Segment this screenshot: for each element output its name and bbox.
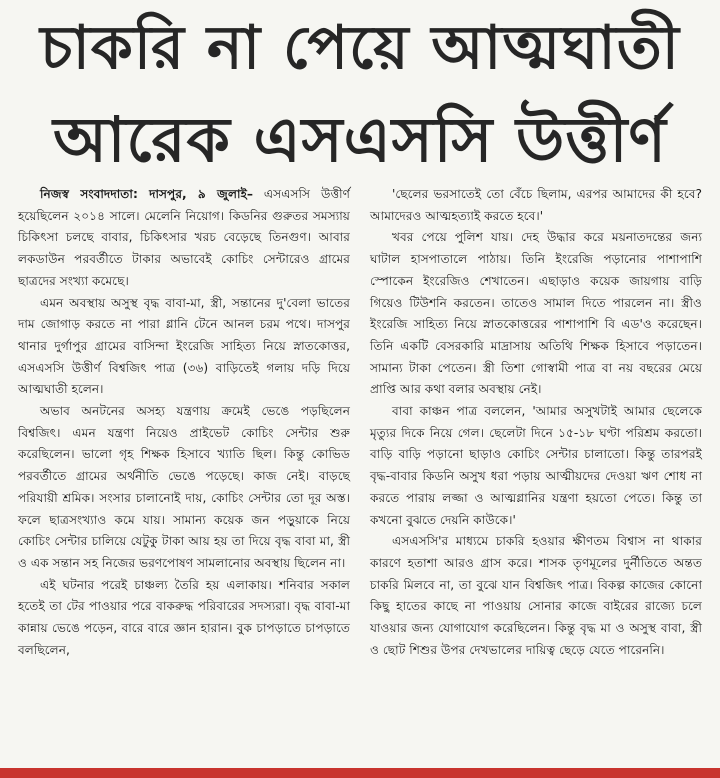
article-paragraph: এসএসসি'র মাধ্যমে চাকরি হওয়ার ক্ষীণতম বিশ্বাস না থাকার কারণে হতাশা আরও গ্রাস করে। শাসক তৃণমূলের দুর্নীতিতে অন্তত চাকরি মিলবে না, তা বুঝে যান বিশ্বজিৎ পাত্র। বিকল্প কাজের কোনো কিছু হাতের কাছে না পাওয়ায় সোনার কাজে বাইরের রাজ্যে চলে যাওয়ার জন্য যোগাযোগ করেছিলেন। কিন্তু বৃদ্ধ মা ও অসুস্থ বাবা, স্ত্রী ও ছোট শিশুর উপর দেখভালের দায়িত্ব ছেড়ে যেতে পারেননি। bbox=[370, 534, 702, 657]
article-paragraph: এমন অবস্থায় অসুস্থ বৃদ্ধ বাবা-মা, স্ত্রী, সন্তানের দু'বেলা ভাতের দাম জোগাড় করতে না পারা গ্লানি টেনে আনল চরম পথে। দাসপুর থানার দুর্গাপুর গ্রামের বাসিন্দা ইংরেজি সাহিত্য নিয়ে স্নাতকোত্তর, এসএসসি উত্তীর্ণ বিশ্বজিৎ পাত্র (৩৬) বাড়িতেই গলায় দড়ি দিয়ে আত্মঘাতী হলেন। bbox=[18, 295, 350, 397]
article-paragraph: এসএসসি উত্তীর্ণ হয়েছিলেন ২০১৪ সালে। মেলেনি নিয়োগ। কিডনির গুরুতর সমস্যায় চিকিৎসা চলছে বাবার, চিকিৎসার খরচ বেড়েছে তিনগুণ। আবার লকডাউন পরবর্তীতে টাকার অভাবেই কোচিং সেন্টারেও গ্রামের ছাত্রদের সংখ্যা কমেছে। bbox=[18, 187, 351, 288]
article-column-left bbox=[18, 184, 350, 661]
bottom-color-bar bbox=[0, 768, 720, 778]
article-body bbox=[0, 184, 720, 764]
article-paragraph: এই ঘটনার পরেই চাঞ্চল্য তৈরি হয় এলাকায়। শনিবার সকাল হতেই তা টের পাওয়ার পরে বাকরুদ্ধ পরিবারের সদস্যরা। বৃদ্ধ বাবা-মা কান্নায় ভেঙে পড়েন, বারে বারে জ্ঞান হারান। বুক চাপড়াতে চাপড়াতে বলছিলেন, bbox=[18, 577, 350, 657]
article-paragraph: খবর পেয়ে পুলিশ যায়। দেহ উদ্ধার করে ময়নাতদন্তের জন্য ঘাটাল হাসপাতালে পাঠায়। তিনি ইংরেজি পড়ানোর পাশাপাশি স্পোকেন ইংরেজিও শেখাতেন। এছাড়াও কয়েক জায়গায় বাড়ি গিয়েও টিউশনি করতেন। তাতেও সামাল দিতে পারলেন না। স্ত্রীও ইংরেজি সাহিত্য নিয়ে স্নাতকোত্তরের পাশাপাশি বি এড'ও করেছেন। তিনি একটি বেসরকারি মাদ্রাসায় অতিথি শিক্ষক হিসাবে পড়াতেন। সামান্য টাকা পেতেন। স্ত্রী তিশা গোস্বামী পাত্র বা নয় বছরের মেয়ে প্রাপ্তি আর কথা বলার অবস্থায় নেই। bbox=[370, 230, 702, 397]
dateline: নিজস্ব সংবাদদাতা: দাসপুর, ৯ জুলাই– bbox=[40, 187, 254, 201]
article-paragraph: বাবা কাঞ্চন পাত্র বললেন, 'আমার অসুখটাই আমার ছেলেকে মৃত্যুর দিকে নিয়ে গেল। ছেলেটা দিনে ১৫-১৮ ঘণ্টা পরিশ্রম করতো। বাড়ি বাড়ি পড়ানো ছাড়াও কোচিং সেন্টার চালাতো। কিন্তু তারপরই বৃদ্ধ-বাবার কিডনি অসুখ ধরা পড়ায় আত্মীয়দের দেওয়া ঋণ শোধ না করতে পারায় লজ্জা ও আত্মগ্লানির যন্ত্রণা হয়তো পেতে। কিন্তু তা কখনো বুঝতে দেয়নি কাউকে।' bbox=[370, 404, 702, 527]
article-paragraph: অভাব অনটনের অসহ্য যন্ত্রণায় ক্রমেই ভেঙে পড়ছিলেন বিশ্বজিৎ। এমন যন্ত্রণা নিয়েও প্রাইভেট কোচিং সেন্টার শুরু করেছিলেন। ভালো গৃহ শিক্ষক হিসাবে খ্যাতি ছিল। কিন্তু কোভিড পরবর্তীতে গ্রামের অর্থনীতি ভেঙে পড়েছে। কাজ নেই। বাড়ছে পরিযায়ী শ্রমিক। সংসার চালানোই দায়, কোচিং সেন্টার তো দূর অস্ত। ফলে ছাত্রসংখ্যাও কমে যায়। সামান্য কয়েক জন পড়ুয়াকে নিয়ে কোচিং সেন্টার চালিয়ে যেটুকু টাকা আয় হয় তা দিয়ে বৃদ্ধ বাবা মা, স্ত্রী ও এক সন্তান সহ নিজের ভরণপোষণ সামলানোর অবস্থায় ছিলেন না। bbox=[18, 404, 350, 570]
article-paragraph: 'ছেলের ভরসাতেই তো বেঁচে ছিলাম, এরপর আমাদের কী হবে? আমাদেরও আত্মহত্যাই করতে হবে।' bbox=[370, 187, 702, 223]
headline-line-1: চাকরি না পেয়ে আত্মঘাতী bbox=[40, 13, 680, 83]
article-column-right bbox=[370, 184, 702, 661]
headline-line-2: আরেক এসএসসি উত্তীর্ণ bbox=[53, 103, 667, 176]
